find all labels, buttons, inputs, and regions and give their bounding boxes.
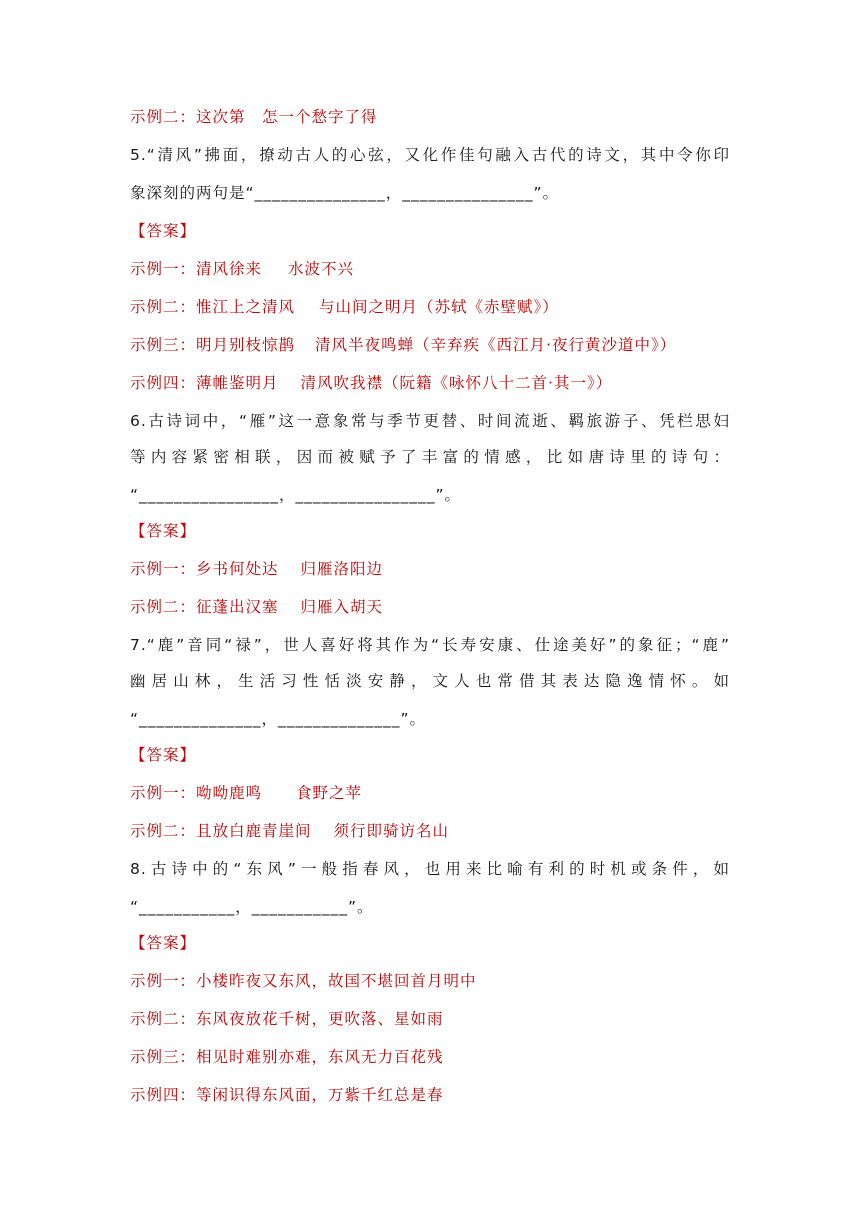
question-7-line-3: “______________，______________”。 <box>130 710 427 728</box>
answer-part-a: 示例一：清风徐来 <box>130 260 263 278</box>
answer-example-2: 示例二：这次第 怎一个愁字了得 <box>130 108 378 126</box>
answer-heading: 【答案】 <box>130 222 197 240</box>
answer-part-b: 水波不兴 <box>288 260 355 278</box>
answer-example-3: 示例三：相见时难别亦难，东风无力百花残 <box>130 1048 444 1066</box>
answer-part-a: 示例二：惟江上之清风 <box>130 298 296 316</box>
answer-part-a: 示例二：且放白鹿青崖间 <box>130 822 312 840</box>
answer-example-2 <box>130 596 730 618</box>
answer-example-4: 示例四：等闲识得东风面，万紫千红总是春 <box>130 1086 444 1104</box>
answer-example-2 <box>130 820 730 842</box>
question-6-line-2: 等内容紧密相联，因而被赋予了丰富的情感，比如唐诗里的诗句： <box>130 448 730 466</box>
answer-example-1 <box>130 558 730 580</box>
answer-example-2 <box>130 296 730 318</box>
answer-part-a: 示例一：呦呦鹿鸣 <box>130 784 263 802</box>
answer-heading: 【答案】 <box>130 746 197 764</box>
answer-part-a: 示例二：征蓬出汉塞 <box>130 598 279 616</box>
answer-example-3 <box>130 334 730 356</box>
question-5-line-1: 5.“清风”拂面，撩动古人的心弦，又化作佳句融入古代的诗文，其中令你印 <box>130 146 730 164</box>
question-8-line-2: “___________，___________”。 <box>130 898 374 916</box>
answer-example-1 <box>130 258 730 280</box>
answer-part-b: 食野之苹 <box>296 784 363 802</box>
answer-part-b: 须行即骑访名山 <box>333 822 450 840</box>
answer-part-a: 示例一：乡书何处达 <box>130 560 279 578</box>
question-6-line-1: 6.古诗词中，“雁”这一意象常与季节更替、时间流逝、羁旅游子、凭栏思妇 <box>130 412 730 430</box>
question-7-line-2: 幽居山林，生活习性恬淡安静，文人也常借其表达隐逸情怀。如 <box>130 672 730 690</box>
answer-part-b: 归雁入胡天 <box>300 598 384 616</box>
question-7-line-1: 7.“鹿”音同“禄”，世人喜好将其作为“长寿安康、仕途美好”的象征；“鹿” <box>130 636 730 654</box>
question-5-line-2: 象深刻的两句是“_______________，_______________”。 <box>130 184 560 202</box>
answer-example-4 <box>130 372 730 394</box>
answer-example-1 <box>130 782 730 804</box>
answer-part-b: 归雁洛阳边 <box>300 560 384 578</box>
answer-heading: 【答案】 <box>130 934 197 952</box>
answer-part-a: 示例四：薄帷鉴明月 <box>130 374 279 392</box>
answer-part-b: 清风半夜鸣蝉（辛弃疾《西江月·夜行黄沙道中》） <box>315 336 677 354</box>
answer-example-2: 示例二：东风夜放花千树，更吹落、星如雨 <box>130 1010 444 1028</box>
question-6-line-3: “________________，________________”。 <box>130 486 462 504</box>
answer-part-b: 清风吹我襟（阮籍《咏怀八十二首·其一》） <box>300 374 613 392</box>
answer-example-1: 示例一：小楼昨夜又东风，故国不堪回首月明中 <box>130 972 477 990</box>
answer-part-b: 与山间之明月（苏轼《赤壁赋》） <box>319 298 559 316</box>
answer-part-a: 示例三：明月别枝惊鹊 <box>130 336 296 354</box>
answer-heading: 【答案】 <box>130 522 197 540</box>
question-8-line-1: 8.古诗中的“东风”一般指春风，也用来比喻有利的时机或条件，如 <box>130 860 730 878</box>
